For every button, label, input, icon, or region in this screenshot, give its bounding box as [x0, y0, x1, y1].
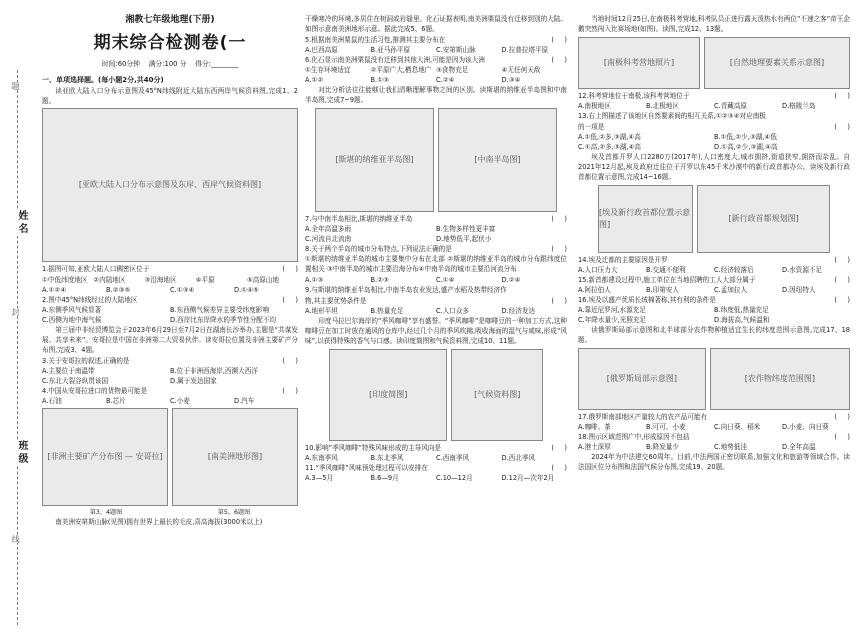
- figure-crop-latitude-chart: [农作物纬度范围图]: [710, 348, 850, 410]
- russia-figures: [578, 346, 850, 412]
- q7-options-a: A.全年高温多雨 B.生物多样性更丰富: [305, 225, 496, 234]
- binding-margin: [0, 0, 36, 632]
- margin-mark-xian: 线: [9, 535, 21, 543]
- margin-name-label: 姓名: [5, 210, 29, 236]
- q9-options: A.地形平坦 B.热量充足 C.人口众多 D.经济发达: [305, 307, 536, 316]
- figure-india-map: [印度简图]: [329, 349, 447, 441]
- q4-options: A.石油 B.芯片 C.小麦 D.汽车: [42, 396, 255, 405]
- question-18: 18.图示区域范围广中,形成原因不包括 ( ): [578, 433, 850, 442]
- q3-options-b: C.东北大裂谷纵贯该国 D.属于发达国家: [42, 376, 217, 385]
- caption-q3-4: 第3、4题图: [89, 508, 123, 516]
- egypt-figures: [578, 183, 850, 255]
- figure-antarctic-photo: [南极科考营地照片]: [578, 37, 700, 89]
- figure-captions: [42, 508, 298, 517]
- question-7: 7.与中南半岛相比,斯堪的纳维亚半岛 ( ): [305, 215, 567, 224]
- q5-options: A.巴西高原 B.亚马孙平原 C.安第斯山脉 D.拉普拉塔平原: [305, 46, 549, 55]
- question-13-cont: 的一项是 ( ): [578, 123, 850, 132]
- exam-full-score: 满分:100 分: [148, 59, 187, 68]
- question-17: 17.俄罗斯南部地区产量较大的农产品可能有 ( ): [578, 413, 850, 422]
- column-3: [578, 14, 850, 473]
- question-13: 13.右上图描述了该地区自然要素间的相互关系,①②③④对应南极: [578, 112, 766, 121]
- q14-options: A.人口压力大 B.交通不便利 C.经济较落后 D.水资源不足: [578, 266, 823, 275]
- q6-options: A.①② B.①③ C.②④ D.③④: [305, 76, 521, 85]
- question-15: 15.新首都建设过程中,施工单位在当地招聘的工人大部分属于 ( ): [578, 276, 850, 285]
- intro-q14-16: 埃及首都开罗人口2280万(2017年),人口密度大,城市拥挤,街道狭窄,拥挤而杂乱。自2021年12月起,埃及政府迁往位于开罗以东45千米沙漠中的新行政首都办公。读埃及新行政首都位置示意图,完成14~16题。: [578, 153, 851, 182]
- q18-options: A.港土深厚 B.降发量少 C.地势低洼 D.全年高温: [578, 443, 816, 452]
- figure-scandinavia-map: [斯堪的纳维亚半岛图]: [315, 108, 434, 212]
- figure-russia-map: [俄罗斯局部示意图]: [578, 348, 706, 410]
- figure-eurasia-map: [亚欧大陆人口分布示意图及东岸、西岸气候资料图]: [42, 108, 298, 262]
- question-5: 5.根据南美洲栗鼠的生活习性,推测其主要分布在 ( ): [305, 36, 567, 45]
- figure-africa-map: [非洲主要矿产分布图 — 安哥拉]: [42, 408, 168, 506]
- intro-q5-6: 南美洲安第斯山脉(见图)拥有世界上最长的毛皮,喜高海拔(3000米以上): [55, 518, 263, 527]
- exam-score-field: 得分:________: [195, 59, 239, 68]
- figure-element-diagram: [自然地理要素关系示意图]: [704, 37, 850, 89]
- question-8: 8.关于两个半岛的城市分布特点,下列说法正确的是 ( ): [305, 245, 567, 254]
- question-9-cont: 物,其主要优势条件是 ( ): [305, 297, 567, 306]
- q2-options-b: C.西侧为地中海气候 D.西岸比东岸降水的季节性分配不均: [42, 315, 277, 324]
- section-heading: 一、单项选择题。(每小题2分,共40分): [42, 75, 164, 84]
- question-10: 10.影响“季风咖啡”特殊风味形成的主导风向是 ( ): [305, 444, 567, 453]
- figure-capital-plan: [新行政首都规划图]: [697, 185, 830, 253]
- column-1: [42, 14, 298, 528]
- india-figures: [305, 347, 567, 443]
- figures-row: [42, 406, 298, 508]
- q7-options-b: C.河流自北流南 D.地势低平,起伏小: [305, 235, 492, 244]
- exam-subtitle: 湘教七年级地理(下册): [125, 15, 215, 25]
- q17-options: A.咖啡、茶 B.可可、小麦 C.向日葵、稻米 D.小麦、向日葵: [578, 423, 829, 432]
- exam-title: 期末综合检测卷(一: [93, 32, 247, 53]
- q1-options-a: ①中低纬度地区 ②内陆地区 ③沿海地区 ④平原 ⑤高原山地: [42, 275, 280, 284]
- q13-options-b: C.①高,②多,③湖,④高 D.①高,②少,③湖,④高: [578, 143, 778, 152]
- q15-options: A.阿拉伯人 B.印第安人 C.孟加拉人 D.因纽特人: [578, 286, 816, 295]
- q1-options-b: A.①②④ B.②③⑤ C.①③④ D.①④⑤: [42, 285, 259, 294]
- q12-options: A.南极地区 B.北极地区 C.青藏高原 D.格陵兰岛: [578, 102, 816, 111]
- question-6: 6.化石显示南美洲栗鼠没有迁移到其他大洲,可能是因为该大洲 ( ): [305, 56, 567, 65]
- q8-options: A.①③ B.②③ C.①④ D.②④: [305, 276, 521, 285]
- q13-options-a: A.①低,②多,③湖,④高 B.①低,②少,③湖,④低: [578, 133, 777, 142]
- question-9: 9.与斯堪的纳维亚半岛相比,中南半岛农业发达,盛产水稻及热带经济作: [305, 286, 507, 295]
- question-16: 16.埃及以盛产优质长绒棉著称,其有利的条件是 ( ): [578, 296, 850, 305]
- figure-indochina-map: [中南半岛图]: [438, 108, 557, 212]
- q10-options: A.东南季风 B.东北季风 C.西南季风 D.西北季风: [305, 454, 536, 463]
- question-12: 12.科考营地位于南极,该科考营地位于 ( ): [578, 92, 850, 101]
- q11-options: A.3—5月 B.6—9月 C.10—12月 D.12月—次年2月: [305, 474, 555, 483]
- q16-options-a: A.靠近尼罗河,水源充足 B.纬度低,热量充足: [578, 306, 769, 315]
- antarctic-figures: [578, 35, 850, 91]
- question-1: 1.据图可知,亚欧大陆人口稠密区位于 ( ): [42, 265, 298, 274]
- exam-time: 时间:60分钟: [101, 59, 140, 68]
- margin-class-label: 班级: [5, 440, 29, 466]
- intro-q1-2: 读亚欧大陆入口分布示意图及45°N纬线附近大陆东西两岸气候资料图,完成1、2题。: [42, 87, 298, 106]
- intro-q17-18: 读俄罗斯局部示意图和北半球部分农作物种植适宜生长的纬度范围示意图,完成17、18题。: [578, 326, 850, 345]
- column-2: [305, 14, 567, 483]
- intro-q3-4: 第三届中非经贸博览会于2023年6月29日至7月2日在湖南长沙举办,主题是“共谋发展、共享未来”。安哥拉是中国在非洲第二大贸易伙伴。读安哥拉位置及非洲主要矿产分布图,完成3、4题。: [42, 325, 299, 354]
- q6-statements: ①生存环境适宜 ②平原广大,栖息地广 ③食物充足 ④无任何天敌: [305, 66, 541, 75]
- intro-q19-20: 2024年为中法建交60周年。目前,中法两国正密切联系,加强文化和旅游等领域合作。读法国区位分布图和法国气候分布图,完成19、20题。: [578, 453, 850, 472]
- exam-meta: [42, 59, 298, 69]
- q16-options-b: C.年降水量少,光照充足 D.海拔高,气候温和: [578, 316, 770, 325]
- question-14: 14.埃及迁都的主要原因是开罗 ( ): [578, 256, 850, 265]
- q2-options-a: A.东侧季风气候显著 B.东西侧气候差异主要受纬度影响: [42, 305, 269, 314]
- intro-q5-6-cont: 干燥寒冷的环境,多居住在树洞或岩缝里。化石证据表明,南美洲栗鼠没有迁移到别的大陆。如图示意南美洲地形示意。据此完成5、6题。: [305, 15, 567, 34]
- figure-climate-chart: [气候资料图]: [451, 349, 543, 441]
- question-4: 4.中国从安哥拉进口的货物最可能是 ( ): [42, 386, 298, 395]
- intro-q10-11: 印度马拉巴尔海岸的“季风咖啡”享有盛誉。“季风咖啡”是咖啡豆的一种加工方式,这种咖啡豆在加工时放在通风的仓库中,经过几个月的季风吹拂,吸收海面的湿气与咸味,形成“风味”,以获得特殊的香气与口感。读印度简图和气候资料图,完成10、11题。: [305, 317, 567, 346]
- question-11: 11.“季风咖啡”风味预处理过程可以安排在 ( ): [305, 464, 567, 473]
- question-3: 3.关于安哥拉的叙述,正确的是 ( ): [42, 356, 298, 365]
- peninsula-figures: [305, 106, 567, 214]
- margin-mark-feng: 封: [9, 308, 21, 316]
- margin-mark-top: 题: [9, 82, 21, 90]
- intro-q12-13: 当地时间12月25日,在南极科考营地,科考队员正进行露天泼热水有两位“不速之客”帝王企鹅突然闯入比赛场地(如图)。读图,完成12、13题。: [578, 15, 850, 34]
- figure-south-america-map: [南美洲地形图]: [172, 408, 298, 506]
- q8-statements: ①斯堪的纳维亚半岛的城市主要集中分布在北部 ②斯堪的纳维亚半岛的城市分布跟纬度位置相关 ③中南半岛的城市主要沿海分布④中南半岛的城市主要沿河流分布: [305, 255, 567, 274]
- caption-q5-6: 第5、6题图: [217, 508, 251, 516]
- q3-options-a: A.主要位于南温带 B.位于非洲西海岸,西濒大西洋: [42, 366, 258, 375]
- figure-egypt-map: [埃及新行政首都位置示意图]: [598, 185, 693, 253]
- question-2: 2.图中45°N纬线经过的大陆地区 ( ): [42, 295, 298, 304]
- intro-q7-9: 对比分析法往往能够让我们清晰理解事物之间的区别。读斯堪的纳维亚半岛图和中南半岛图,完成7~9题。: [305, 86, 568, 105]
